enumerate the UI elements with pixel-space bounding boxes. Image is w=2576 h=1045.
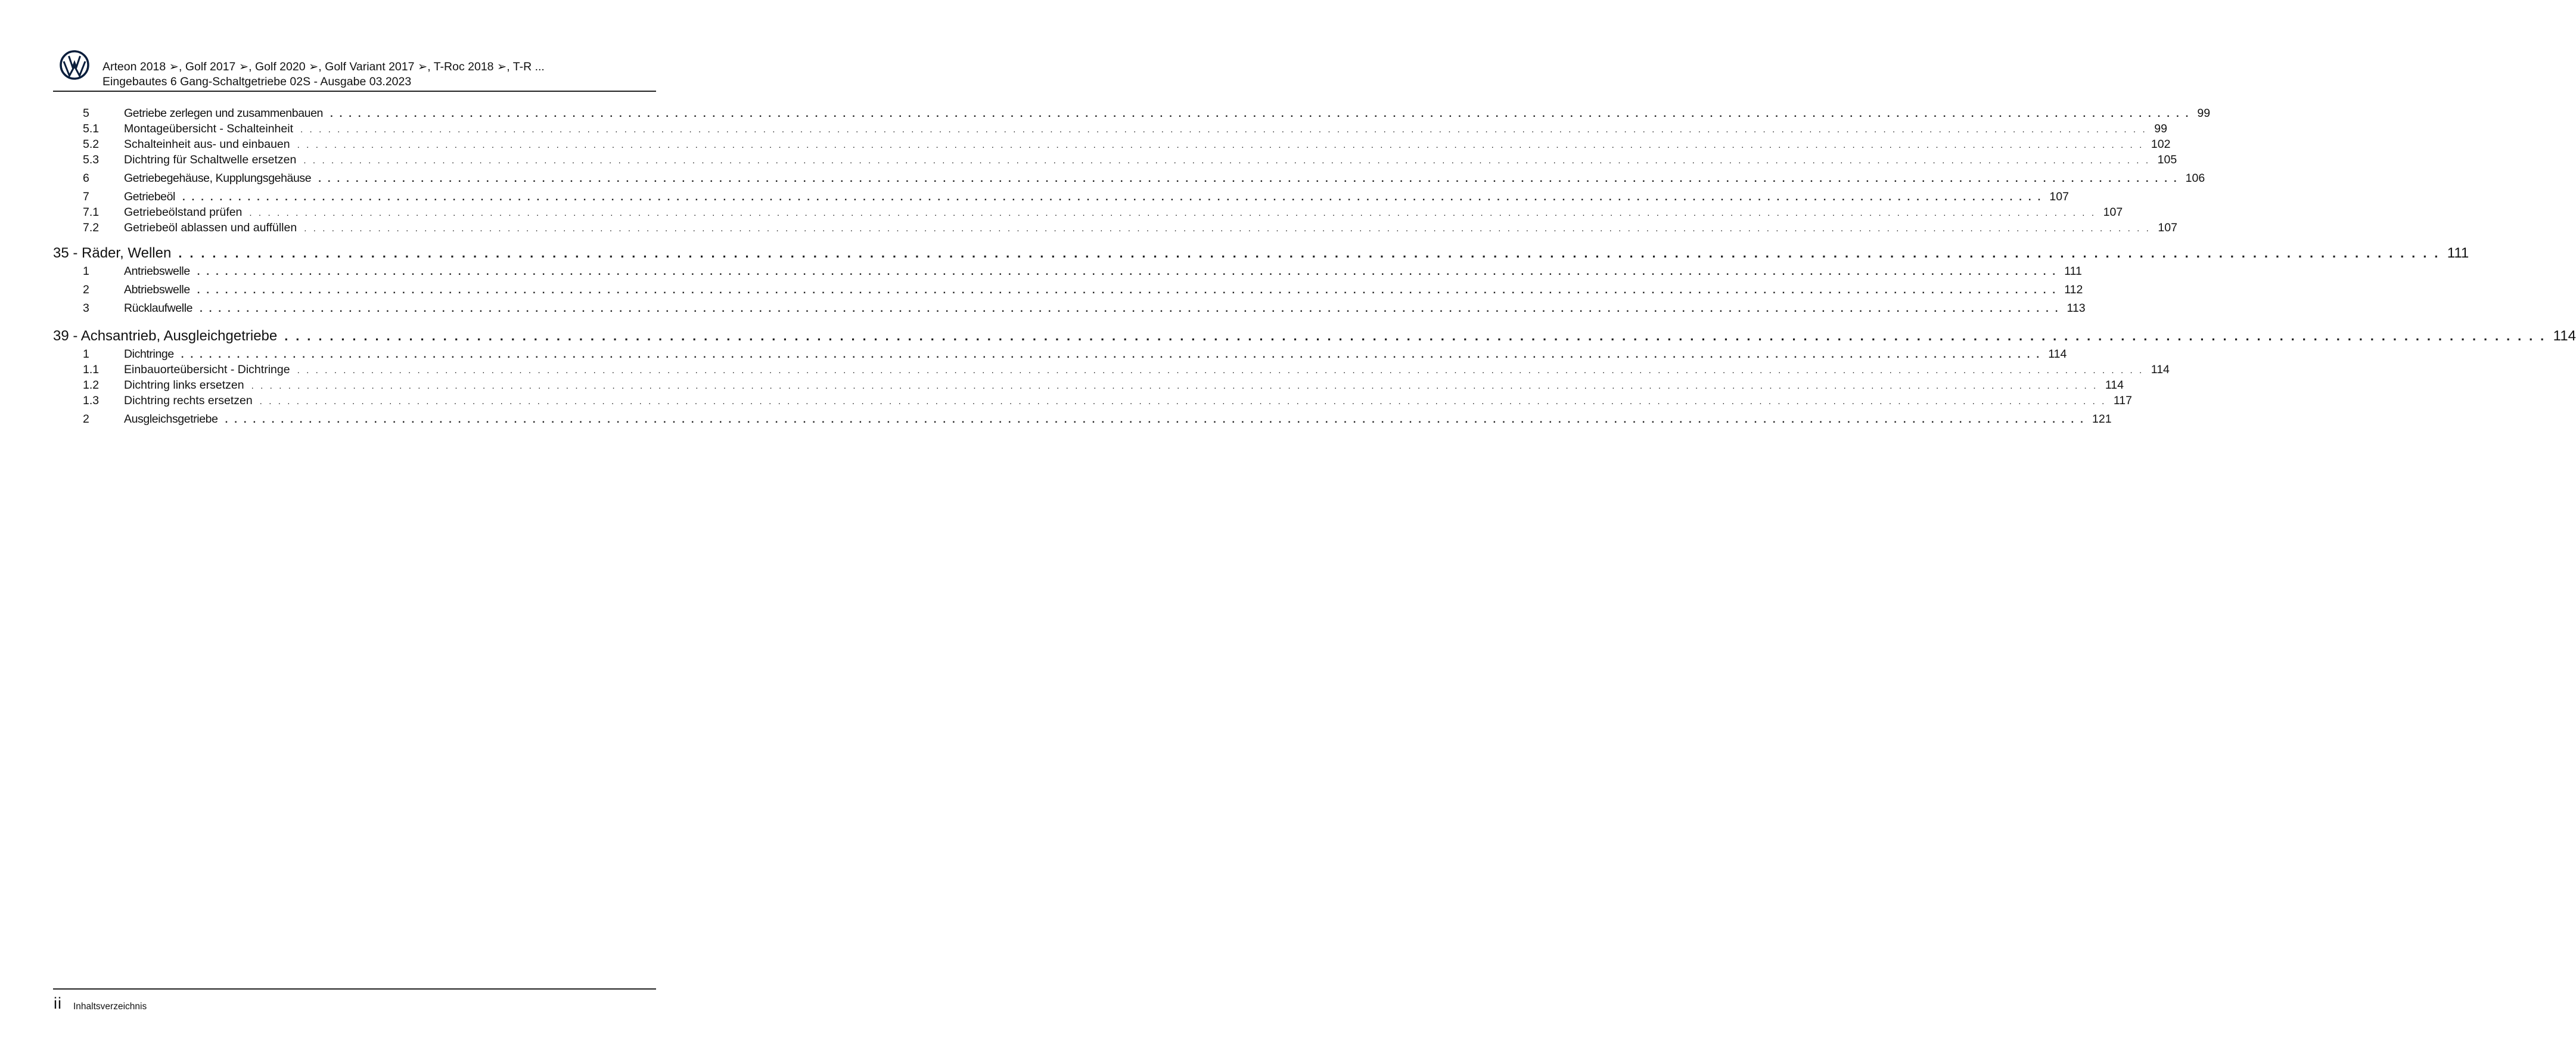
toc-entry-number: 1.1 [83, 363, 100, 376]
toc-entry-page: 114 [2151, 363, 2170, 376]
toc-entry-page: 107 [2158, 221, 2177, 234]
toc-entry-page: 117 [2113, 394, 2132, 407]
toc-entry-title: Dichtring für Schaltwelle ersetzen [124, 153, 297, 166]
toc-entry-number: 3 [83, 302, 89, 315]
toc-entry[interactable] [53, 206, 2123, 219]
toc-entry-title: Getriebegehäuse, Kupplungsgehäuse [124, 172, 312, 185]
toc-leader-dots: . . . . . . . . . . . . . . . . . . . . . . . . . . . . . . . . . . . . . . . . . . . . . . . . . . . . . . . . . . . . . . . . . . . . . . . . . . . . . . . . . . . . . . . . . . . . . . . . . . . . . . . . . . . . . . . . . . . . . . . . . . . . . . . . . . . . . . . . . . . . . . . . . . . . . . . . . . . . . . . . . . . . . . . . . . . . . . . . . . . . . . . . . . . . . . . . . . . . . . . . [259, 396, 2106, 407]
toc-entry-title: Dichtringe [124, 348, 174, 361]
toc-entry-title: Schalteinheit aus- und einbauen [124, 138, 290, 151]
toc-entry-title: Abtriebswelle [124, 283, 190, 296]
toc-entry-page: 114 [2553, 328, 2576, 344]
toc-leader-dots: . . . . . . . . . . . . . . . . . . . . . . . . . . . . . . . . . . . . . . . . . . . . . . . . . . . . . . . . . . . . . . . . . . . . . . . . . . . . . . . . . . . . . . . . . . . . . . . . . . . . . . . . . . . . . . . . . . . . . . . . . . . . . . . . . . . . . . . . . . . . . . . . . . . . . . . . . . . . . . . . . . . . . . . . . . . . . . . . . . . . . . . . . . . . . . . . . . . . . . . . [330, 108, 2190, 119]
toc-entry-number: 1 [83, 265, 89, 278]
toc-entry-page: 106 [2185, 172, 2205, 185]
footer-title: Inhaltsverzeichnis [73, 1001, 147, 1012]
toc-entry-page: 121 [2092, 413, 2112, 426]
toc-entry-title: 35 - Räder, Wellen [53, 245, 172, 261]
toc-entry-number: 5 [83, 107, 89, 120]
toc-entry-number: 5.2 [83, 138, 100, 151]
toc-entry-title: Getriebe zerlegen und zusammenbauen [124, 107, 323, 120]
header-divider [53, 91, 656, 92]
toc-leader-dots: . . . . . . . . . . . . . . . . . . . . . . . . . . . . . . . . . . . . . . . . . . . . . . . . . . . . . . . . . . . . . . . . . . . . . . . . . . . . . . . . . . . . . . . . . . . . . . . . . . . . . . . . . . . . . . . . . . . . . . . . . . . . . . . . . . . . . . . . . . . . . . . . . . . . . . . . . . . . . . . . . . . . . . . . . . . . . . . . . . . . . . . . . . . . . . . . . . . . . . . . [284, 328, 2546, 343]
toc-leader-dots: . . . . . . . . . . . . . . . . . . . . . . . . . . . . . . . . . . . . . . . . . . . . . . . . . . . . . . . . . . . . . . . . . . . . . . . . . . . . . . . . . . . . . . . . . . . . . . . . . . . . . . . . . . . . . . . . . . . . . . . . . . . . . . . . . . . . . . . . . . . . . . . . . . . . . . . . . . . . . . . . . . . . . . . . . . . . . . . . . . . . . . . . . . . . . . . . . . . . . . . . [249, 208, 2096, 218]
toc-entry-number: 7.2 [83, 221, 100, 234]
toc-entry-page: 99 [2197, 107, 2211, 120]
vw-logo-icon [60, 50, 89, 80]
toc-entry-page: 102 [2151, 138, 2171, 151]
toc-entry-page: 107 [2049, 190, 2069, 203]
toc-entry[interactable] [53, 122, 2167, 136]
toc-entry[interactable] [53, 138, 2171, 151]
header-models: Arteon 2018 ➢, Golf 2017 ➢, Golf 2020 ➢, Golf Variant 2017 ➢, T-Roc 2018 ➢, T-R ... [102, 60, 545, 73]
toc-leader-dots: . . . . . . . . . . . . . . . . . . . . . . . . . . . . . . . . . . . . . . . . . . . . . . . . . . . . . . . . . . . . . . . . . . . . . . . . . . . . . . . . . . . . . . . . . . . . . . . . . . . . . . . . . . . . . . . . . . . . . . . . . . . . . . . . . . . . . . . . . . . . . . . . . . . . . . . . . . . . . . . . . . . . . . . . . . . . . . . . . . . . . . . . . . . . . . . . . . . . . . . . [225, 414, 2086, 425]
toc-entry-number: 7.1 [83, 206, 100, 219]
toc-entry-number: 7 [83, 190, 89, 203]
toc-entry[interactable] [53, 153, 2177, 167]
toc-entry-title: Dichtring rechts ersetzen [124, 394, 253, 407]
toc-entry[interactable] [53, 190, 2069, 204]
toc-leader-dots: . . . . . . . . . . . . . . . . . . . . . . . . . . . . . . . . . . . . . . . . . . . . . . . . . . . . . . . . . . . . . . . . . . . . . . . . . . . . . . . . . . . . . . . . . . . . . . . . . . . . . . . . . . . . . . . . . . . . . . . . . . . . . . . . . . . . . . . . . . . . . . . . . . . . . . . . . . . . . . . . . . . . . . . . . . . . . . . . . . . . . . . . . . . . . . . . . . . . . . . . [303, 156, 2151, 166]
toc-entry-page: 111 [2447, 245, 2469, 261]
toc-entry-page: 114 [2048, 348, 2067, 361]
header-subtitle: Eingebautes 6 Gang-Schaltgetriebe 02S - Ausgabe 03.2023 [102, 75, 412, 88]
toc-entry[interactable] [53, 107, 2211, 120]
toc-entry[interactable] [53, 363, 2170, 377]
toc-entry[interactable] [53, 245, 2469, 262]
toc-leader-dots: . . . . . . . . . . . . . . . . . . . . . . . . . . . . . . . . . . . . . . . . . . . . . . . . . . . . . . . . . . . . . . . . . . . . . . . . . . . . . . . . . . . . . . . . . . . . . . . . . . . . . . . . . . . . . . . . . . . . . . . . . . . . . . . . . . . . . . . . . . . . . . . . . . . . . . . . . . . . . . . . . . . . . . . . . . . . . . . . . . . . . . . . . . . . . . . . . . . . . . . . [300, 125, 2148, 135]
toc-entry[interactable] [53, 283, 2083, 297]
toc-leader-dots: . . . . . . . . . . . . . . . . . . . . . . . . . . . . . . . . . . . . . . . . . . . . . . . . . . . . . . . . . . . . . . . . . . . . . . . . . . . . . . . . . . . . . . . . . . . . . . . . . . . . . . . . . . . . . . . . . . . . . . . . . . . . . . . . . . . . . . . . . . . . . . . . . . . . . . . . . . . . . . . . . . . . . . . . . . . . . . . . . . . . . . . . . . . . . . . . . . . . . . . . [200, 303, 2060, 314]
toc-leader-dots: . . . . . . . . . . . . . . . . . . . . . . . . . . . . . . . . . . . . . . . . . . . . . . . . . . . . . . . . . . . . . . . . . . . . . . . . . . . . . . . . . . . . . . . . . . . . . . . . . . . . . . . . . . . . . . . . . . . . . . . . . . . . . . . . . . . . . . . . . . . . . . . . . . . . . . . . . . . . . . . . . . . . . . . . . . . . . . . . . . . . . . . . . . . . . . . . . . . . . . . . [197, 266, 2058, 277]
toc-entry[interactable] [53, 221, 2177, 235]
footer-divider [53, 988, 656, 990]
toc-leader-dots: . . . . . . . . . . . . . . . . . . . . . . . . . . . . . . . . . . . . . . . . . . . . . . . . . . . . . . . . . . . . . . . . . . . . . . . . . . . . . . . . . . . . . . . . . . . . . . . . . . . . . . . . . . . . . . . . . . . . . . . . . . . . . . . . . . . . . . . . . . . . . . . . . . . . . . . . . . . . . . . . . . . . . . . . . . . . . . . . . . . . . . . . . . . . . . . . . . . . . . . . [304, 224, 2151, 234]
toc-entry[interactable] [53, 394, 2132, 408]
toc-entry-number: 2 [83, 283, 89, 296]
toc-entry-page: 107 [2103, 206, 2123, 219]
toc-entry[interactable] [53, 172, 2205, 185]
toc-leader-dots: . . . . . . . . . . . . . . . . . . . . . . . . . . . . . . . . . . . . . . . . . . . . . . . . . . . . . . . . . . . . . . . . . . . . . . . . . . . . . . . . . . . . . . . . . . . . . . . . . . . . . . . . . . . . . . . . . . . . . . . . . . . . . . . . . . . . . . . . . . . . . . . . . . . . . . . . . . . . . . . . . . . . . . . . . . . . . . . . . . . . . . . . . . . . . . . . . . . . . . . . [197, 284, 2058, 296]
toc-entry[interactable] [53, 379, 2124, 392]
toc-entry-number: 1 [83, 348, 89, 361]
toc-leader-dots: . . . . . . . . . . . . . . . . . . . . . . . . . . . . . . . . . . . . . . . . . . . . . . . . . . . . . . . . . . . . . . . . . . . . . . . . . . . . . . . . . . . . . . . . . . . . . . . . . . . . . . . . . . . . . . . . . . . . . . . . . . . . . . . . . . . . . . . . . . . . . . . . . . . . . . . . . . . . . . . . . . . . . . . . . . . . . . . . . . . . . . . . . . . . . . . . . . . . . . . . [318, 173, 2179, 184]
toc-entry-title: Montageübersicht - Schalteinheit [124, 122, 293, 135]
toc-leader-dots: . . . . . . . . . . . . . . . . . . . . . . . . . . . . . . . . . . . . . . . . . . . . . . . . . . . . . . . . . . . . . . . . . . . . . . . . . . . . . . . . . . . . . . . . . . . . . . . . . . . . . . . . . . . . . . . . . . . . . . . . . . . . . . . . . . . . . . . . . . . . . . . . . . . . . . . . . . . . . . . . . . . . . . . . . . . . . . . . . . . . . . . . . . . . . . . . . . . . . . . . [178, 246, 2440, 261]
toc-entry-page: 99 [2154, 122, 2167, 135]
toc-entry-page: 113 [2067, 302, 2086, 315]
toc-entry[interactable] [53, 265, 2082, 278]
toc-entry[interactable] [53, 413, 2112, 426]
toc-entry-title: Getriebeöl [124, 190, 175, 203]
toc-entry-number: 1.3 [83, 394, 100, 407]
toc-entry-number: 6 [83, 172, 89, 185]
toc-entry-title: Getriebeöl ablassen und auffüllen [124, 221, 297, 234]
footer-page-number: ii [54, 994, 62, 1012]
toc-entry-page: 111 [2064, 265, 2082, 278]
toc-entry-title: Ausgleichsgetriebe [124, 413, 218, 426]
toc-entry-number: 1.2 [83, 379, 100, 392]
toc-entry[interactable] [53, 348, 2067, 361]
toc-entry-number: 2 [83, 413, 89, 426]
toc-entry-page: 105 [2157, 153, 2177, 166]
toc-leader-dots: . . . . . . . . . . . . . . . . . . . . . . . . . . . . . . . . . . . . . . . . . . . . . . . . . . . . . . . . . . . . . . . . . . . . . . . . . . . . . . . . . . . . . . . . . . . . . . . . . . . . . . . . . . . . . . . . . . . . . . . . . . . . . . . . . . . . . . . . . . . . . . . . . . . . . . . . . . . . . . . . . . . . . . . . . . . . . . . . . . . . . . . . . . . . . . . . . . . . . . . . [297, 140, 2144, 150]
toc-entry-number: 5.1 [83, 122, 100, 135]
toc-leader-dots: . . . . . . . . . . . . . . . . . . . . . . . . . . . . . . . . . . . . . . . . . . . . . . . . . . . . . . . . . . . . . . . . . . . . . . . . . . . . . . . . . . . . . . . . . . . . . . . . . . . . . . . . . . . . . . . . . . . . . . . . . . . . . . . . . . . . . . . . . . . . . . . . . . . . . . . . . . . . . . . . . . . . . . . . . . . . . . . . . . . . . . . . . . . . . . . . . . . . . . . . [182, 191, 2043, 203]
toc-entry-title: 39 - Achsantrieb, Ausgleichgetriebe [53, 328, 278, 344]
toc-entry-title: Einbauorteübersicht - Dichtringe [124, 363, 290, 376]
toc-entry-page: 114 [2105, 379, 2124, 392]
toc-leader-dots: . . . . . . . . . . . . . . . . . . . . . . . . . . . . . . . . . . . . . . . . . . . . . . . . . . . . . . . . . . . . . . . . . . . . . . . . . . . . . . . . . . . . . . . . . . . . . . . . . . . . . . . . . . . . . . . . . . . . . . . . . . . . . . . . . . . . . . . . . . . . . . . . . . . . . . . . . . . . . . . . . . . . . . . . . . . . . . . . . . . . . . . . . . . . . . . . . . . . . . . . [181, 349, 2041, 360]
toc-entry[interactable] [53, 328, 2576, 345]
toc-entry-number: 5.3 [83, 153, 100, 166]
toc-entry-title: Getriebeölstand prüfen [124, 206, 243, 219]
toc-entry-title: Dichtring links ersetzen [124, 379, 244, 392]
toc-entry[interactable] [53, 302, 2086, 315]
toc-leader-dots: . . . . . . . . . . . . . . . . . . . . . . . . . . . . . . . . . . . . . . . . . . . . . . . . . . . . . . . . . . . . . . . . . . . . . . . . . . . . . . . . . . . . . . . . . . . . . . . . . . . . . . . . . . . . . . . . . . . . . . . . . . . . . . . . . . . . . . . . . . . . . . . . . . . . . . . . . . . . . . . . . . . . . . . . . . . . . . . . . . . . . . . . . . . . . . . . . . . . . . . . [297, 365, 2144, 376]
toc-entry-title: Antriebswelle [124, 265, 190, 278]
toc-entry-title: Rücklaufwelle [124, 302, 193, 315]
toc-leader-dots: . . . . . . . . . . . . . . . . . . . . . . . . . . . . . . . . . . . . . . . . . . . . . . . . . . . . . . . . . . . . . . . . . . . . . . . . . . . . . . . . . . . . . . . . . . . . . . . . . . . . . . . . . . . . . . . . . . . . . . . . . . . . . . . . . . . . . . . . . . . . . . . . . . . . . . . . . . . . . . . . . . . . . . . . . . . . . . . . . . . . . . . . . . . . . . . . . . . . . . . . [251, 381, 2098, 391]
toc-entry-page: 112 [2064, 283, 2083, 296]
